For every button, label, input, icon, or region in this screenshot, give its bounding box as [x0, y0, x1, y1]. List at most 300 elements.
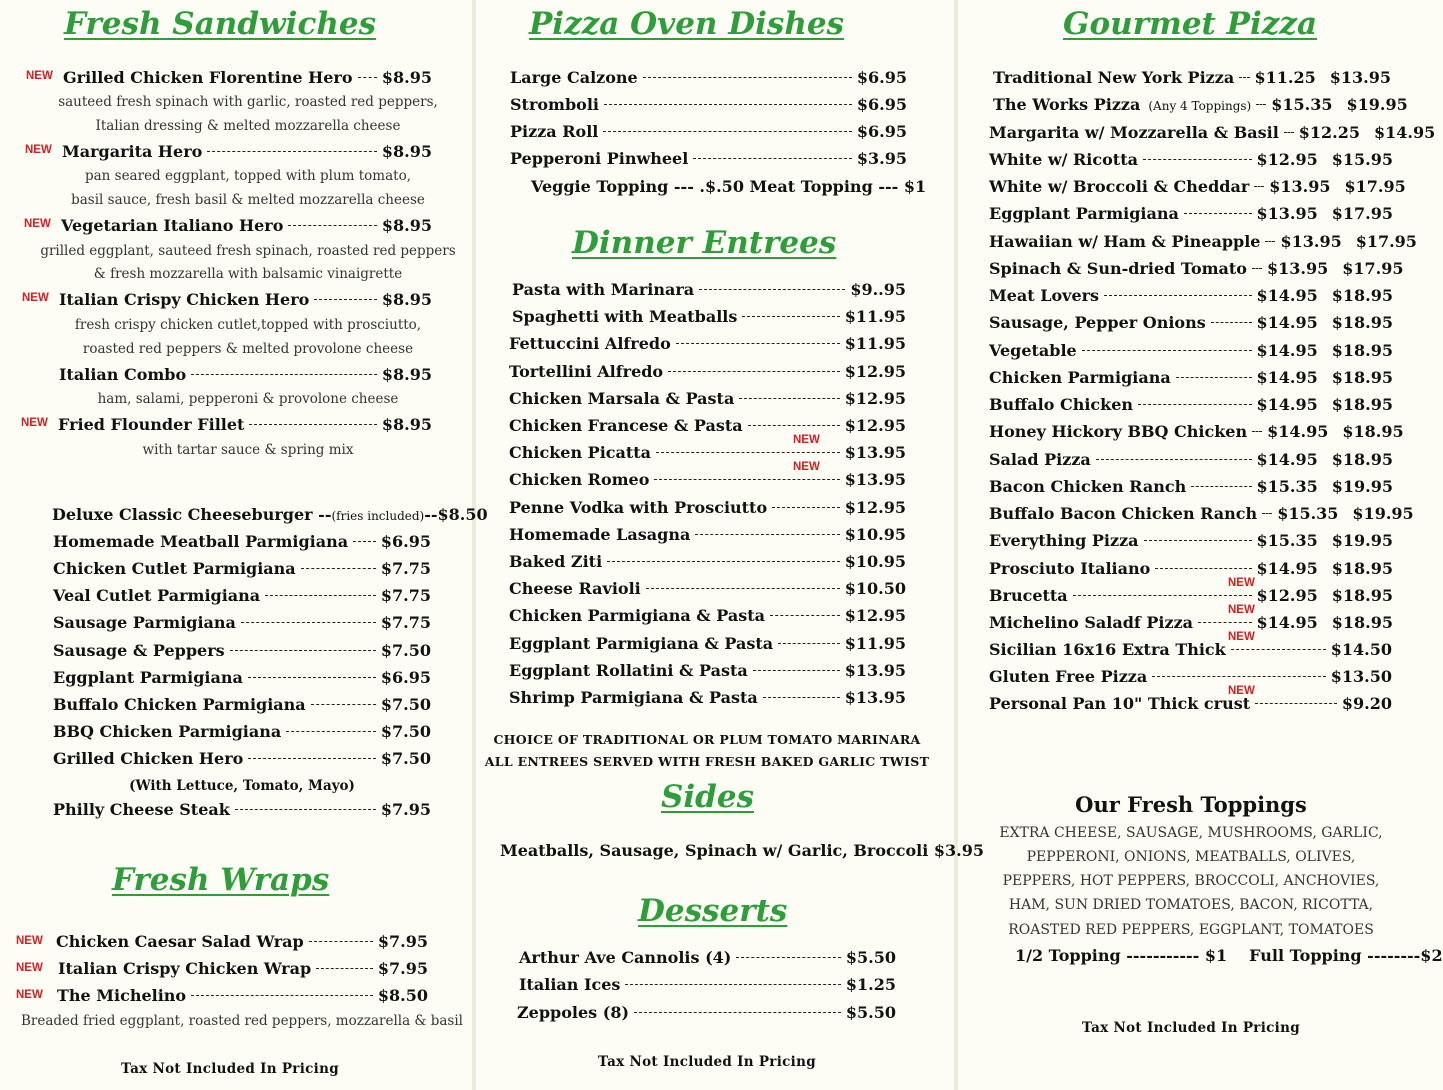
classic-item — [53, 586, 431, 608]
entree-item — [509, 661, 906, 683]
gourmet-item — [989, 586, 1393, 608]
item-price: $6.95 — [856, 95, 907, 114]
oven-item — [510, 95, 907, 117]
item-price: $11.95 — [844, 634, 906, 653]
item-price-large: $18.95 — [1331, 341, 1393, 360]
gourmet-item — [989, 123, 1436, 145]
item-name: Sausage & Peppers — [53, 641, 225, 660]
entree-item — [509, 606, 906, 628]
item-price: $15.35 — [1271, 95, 1333, 114]
item-name: Fried Flounder Fillet — [58, 415, 245, 434]
item-price: $10.95 — [844, 525, 906, 544]
dotted-leader — [695, 534, 839, 535]
item-name: White w/ Ricotta — [989, 150, 1138, 169]
gourmet-item — [989, 504, 1414, 526]
item-price: $7.50 — [380, 641, 431, 660]
item-price: $13.95 — [844, 688, 906, 707]
item-name: Spaghetti with Meatballs — [512, 307, 738, 326]
tax-note: Tax Not Included In Pricing — [121, 1061, 339, 1077]
dotted-leader — [1254, 186, 1264, 187]
item-price-large: $18.95 — [1331, 286, 1393, 305]
item-description: sauteed fresh spinach with garlic, roasted red peppers, — [58, 94, 438, 110]
item-price: $7.50 — [380, 749, 431, 768]
dotted-leader — [1191, 486, 1251, 487]
dotted-leader — [311, 704, 376, 705]
item-name: Brucetta — [989, 586, 1068, 605]
topping-line: HAM, SUN DRIED TOMATOES, BACON, RICOTTA, — [1008, 897, 1374, 913]
dotted-leader — [778, 643, 840, 644]
dotted-leader — [643, 77, 852, 78]
dotted-leader — [1138, 404, 1251, 405]
dotted-leader — [314, 299, 377, 300]
entree-item — [509, 579, 906, 601]
sandwich-item — [61, 216, 432, 238]
gourmet-item — [989, 232, 1417, 254]
item-price: $13.50 — [1330, 667, 1392, 686]
dotted-leader — [1144, 540, 1252, 541]
entree-item — [509, 389, 906, 411]
item-price: $14.95 — [1256, 395, 1318, 414]
item-price: $8.95 — [381, 142, 432, 161]
oven-item — [510, 68, 907, 90]
item-name: Pasta with Marinara — [512, 280, 695, 299]
item-price-large: $17.95 — [1331, 204, 1393, 223]
dotted-leader — [1284, 132, 1294, 133]
item-name: Italian Combo — [59, 365, 187, 384]
classic-item — [53, 532, 431, 554]
item-name: Eggplant Parmigiana & Pasta — [509, 634, 774, 653]
item-name: Bacon Chicken Ranch — [989, 477, 1187, 496]
item-name: Vegetable — [989, 341, 1077, 360]
gourmet-item — [989, 204, 1393, 226]
new-badge: NEW — [25, 144, 52, 156]
topping-line: PEPPERS, HOT PEPPERS, BROCCOLI, ANCHOVIES, — [1002, 873, 1380, 889]
item-name: Buffalo Bacon Chicken Ranch — [989, 504, 1258, 523]
new-badge: NEW — [24, 218, 51, 230]
item-description: pan seared eggplant, topped with plum tomato, — [84, 168, 412, 184]
item-name: Chicken Picatta — [509, 443, 652, 462]
item-name: BBQ Chicken Parmigiana — [53, 722, 282, 741]
dotted-leader — [207, 151, 377, 152]
sandwich-item — [59, 365, 432, 387]
dotted-leader — [1211, 322, 1252, 323]
item-price: --$8.50 — [424, 505, 488, 524]
toppings-title: Our Fresh Toppings — [1075, 792, 1307, 817]
item-name: Philly Cheese Steak — [53, 800, 230, 819]
item-price: $14.95 — [1256, 368, 1318, 387]
gourmet-item — [989, 368, 1393, 390]
dotted-leader — [1143, 159, 1252, 160]
oven-item — [510, 149, 907, 171]
dotted-leader — [358, 77, 377, 78]
item-price: $15.35 — [1256, 531, 1318, 550]
item-description: fresh crispy chicken cutlet,topped with prosciutto, — [74, 317, 422, 333]
classic-item — [53, 613, 431, 635]
dotted-leader — [316, 968, 373, 969]
item-price: $12.25 — [1298, 123, 1361, 142]
item-price: $7.75 — [380, 559, 431, 578]
section-title-sides: Sides — [661, 779, 755, 815]
item-name: Margarita Hero — [62, 142, 203, 161]
item-name: Honey Hickory BBQ Chicken — [989, 422, 1248, 441]
dotted-leader — [656, 452, 840, 453]
dotted-leader — [603, 131, 852, 132]
item-price: $8.50 — [377, 986, 428, 1005]
item-price: $11.25 — [1254, 68, 1316, 87]
item-name: Veal Cutlet Parmigiana — [53, 586, 261, 605]
classic-item — [53, 749, 431, 771]
item-name: Sausage Parmigiana — [53, 613, 236, 632]
gourmet-item — [989, 286, 1393, 308]
dotted-leader — [742, 316, 839, 317]
oven-item — [510, 122, 907, 144]
item-description: basil sauce, fresh basil & melted mozzarella cheese — [71, 192, 425, 208]
item-price: $8.95 — [381, 216, 432, 235]
dotted-leader — [693, 158, 852, 159]
item-name: Zeppoles (8) — [517, 1003, 630, 1022]
item-price-large: $17.95 — [1355, 232, 1417, 251]
entree-item — [509, 416, 906, 438]
classic-item — [53, 800, 431, 822]
panel-sandwiches-wraps — [0, 0, 488, 1090]
item-price-large: $14.95 — [1374, 123, 1436, 142]
item-price: $13.95 — [1256, 204, 1318, 223]
entree-note-1: CHOICE OF TRADITIONAL OR PLUM TOMATO MARINARA — [493, 732, 921, 747]
item-name: Italian Ices — [519, 975, 621, 994]
item-price: $6.95 — [856, 122, 907, 141]
dotted-leader — [1231, 649, 1326, 650]
sides-text: Meatballs, Sausage, Spinach w/ Garlic, Broccoli $3.95 — [500, 841, 985, 860]
item-price: $14.95 — [1256, 341, 1318, 360]
item-price: $8.95 — [381, 68, 432, 87]
item-name: Cheese Ravioli — [509, 579, 641, 598]
item-name: Homemade Lasagna — [509, 525, 691, 544]
dotted-leader — [235, 809, 376, 810]
item-price: $7.95 — [380, 800, 431, 819]
gourmet-item — [989, 177, 1406, 199]
item-price-large: $18.95 — [1342, 422, 1404, 441]
item-name: Eggplant Parmigiana — [989, 204, 1179, 223]
classic-item — [53, 722, 431, 744]
entree-item — [509, 362, 906, 384]
dotted-leader — [763, 697, 840, 698]
item-price: $6.95 — [380, 668, 431, 687]
item-name: Chicken Marsala & Pasta — [509, 389, 735, 408]
panel-gourmet-pizza — [958, 0, 1443, 1090]
item-description: grilled eggplant, sauteed fresh spinach, roasted red peppers — [40, 243, 456, 259]
item-name: Tortellini Alfredo — [509, 362, 664, 381]
topping-line: PEPPERONI, ONIONS, MEATBALLS, OLIVES, — [1026, 849, 1356, 865]
entree-item — [509, 634, 906, 656]
item-price: $14.95 — [1267, 422, 1329, 441]
item-price: $8.95 — [381, 365, 432, 384]
item-name: The Michelino — [57, 986, 187, 1005]
classic-item — [53, 695, 431, 717]
sandwich-item — [58, 415, 432, 437]
dotted-leader — [604, 104, 852, 105]
wrap-item — [58, 959, 428, 981]
dotted-leader — [191, 995, 373, 996]
new-badge: NEW — [1228, 631, 1255, 643]
entree-item — [509, 443, 906, 465]
dotted-leader — [248, 677, 376, 678]
item-name: Pepperoni Pinwheel — [510, 149, 689, 168]
dotted-leader — [668, 371, 840, 372]
item-price: $5.50 — [845, 1003, 896, 1022]
gourmet-item — [989, 531, 1393, 553]
item-name: Grilled Chicken Florentine Hero — [63, 68, 353, 87]
entree-item — [509, 552, 906, 574]
item-price: $7.95 — [377, 932, 428, 951]
new-badge: NEW — [1228, 685, 1255, 697]
new-badge: NEW — [793, 434, 820, 446]
item-name: Eggplant Rollatini & Pasta — [509, 661, 748, 680]
item-price-large: $17.95 — [1344, 177, 1406, 196]
item-name: Chicken Parmigiana — [989, 368, 1171, 387]
item-price: $7.95 — [377, 959, 428, 978]
item-price-large: $19.95 — [1331, 531, 1393, 550]
wrap-description: Breaded fried eggplant, roasted red peppers, mozzarella & basil — [21, 1013, 463, 1029]
gourmet-item — [989, 341, 1393, 363]
new-badge: NEW — [1228, 577, 1255, 589]
item-name: Gluten Free Pizza — [989, 667, 1148, 686]
dotted-leader — [770, 615, 840, 616]
dotted-leader — [1096, 459, 1252, 460]
item-name: Chicken Parmigiana & Pasta — [509, 606, 766, 625]
dotted-leader — [748, 425, 840, 426]
item-name: Grilled Chicken Hero — [53, 749, 244, 768]
tax-note: Tax Not Included In Pricing — [598, 1054, 816, 1070]
dotted-leader — [309, 941, 373, 942]
item-note: (fries included) — [331, 509, 425, 523]
item-price-large: $19.95 — [1331, 477, 1393, 496]
dotted-leader — [1265, 241, 1275, 242]
topping-prices — [1015, 946, 1443, 968]
gourmet-single-item — [989, 667, 1392, 689]
item-name: Pizza Roll — [510, 122, 599, 141]
item-price: $10.50 — [844, 579, 906, 598]
dotted-leader — [1184, 213, 1252, 214]
item-name: Italian Crispy Chicken Wrap — [58, 959, 312, 978]
dotted-leader — [739, 398, 839, 399]
item-price: $3.95 — [856, 149, 907, 168]
tax-note: Tax Not Included In Pricing — [1082, 1020, 1300, 1036]
item-name: Chicken Romeo — [509, 470, 650, 489]
item-price-large: $18.95 — [1331, 368, 1393, 387]
item-name: Stromboli — [510, 95, 599, 114]
item-price: $14.95 — [1256, 450, 1318, 469]
dotted-leader — [676, 343, 840, 344]
item-name: Michelino Saladf Pizza — [989, 613, 1194, 632]
dotted-leader — [191, 374, 377, 375]
dotted-leader — [265, 595, 376, 596]
item-price: $9..95 — [850, 280, 906, 299]
item-name: Salad Pizza — [989, 450, 1091, 469]
dotted-leader — [753, 670, 840, 671]
gourmet-item — [989, 559, 1393, 581]
item-name: Baked Ziti — [509, 552, 603, 571]
dotted-leader — [1152, 676, 1326, 677]
new-badge: NEW — [26, 70, 53, 82]
item-price: $7.50 — [380, 695, 431, 714]
entree-item — [509, 498, 906, 520]
item-price: $7.50 — [380, 722, 431, 741]
item-price: $12.95 — [844, 498, 906, 517]
gourmet-single-item — [989, 640, 1392, 662]
item-price: $12.95 — [844, 606, 906, 625]
item-price-large: $15.95 — [1331, 150, 1393, 169]
item-price: $13.95 — [844, 470, 906, 489]
item-name: Sicilian 16x16 Extra Thick — [989, 640, 1226, 659]
item-name: Penne Vodka with Prosciutto — [509, 498, 768, 517]
item-price: $6.95 — [856, 68, 907, 87]
gourmet-item — [989, 259, 1404, 281]
dotted-leader — [286, 731, 376, 732]
new-badge: NEW — [16, 962, 43, 974]
item-price-large: $18.95 — [1331, 586, 1393, 605]
item-price: $5.50 — [845, 948, 896, 967]
sides-line — [500, 841, 984, 863]
item-price: $12.95 — [844, 362, 906, 381]
section-title-entrees: Dinner Entrees — [572, 225, 837, 261]
item-price: $15.35 — [1256, 477, 1318, 496]
item-price: $13.95 — [1280, 232, 1342, 251]
sandwich-item — [59, 290, 432, 312]
item-price: $9.20 — [1341, 694, 1392, 713]
item-price: $11.95 — [844, 307, 906, 326]
dotted-leader — [230, 650, 376, 651]
entree-note-2: ALL ENTREES SERVED WITH FRESH BAKED GARLIC TWIST — [484, 754, 930, 769]
dessert-item — [517, 1003, 896, 1025]
dotted-leader — [353, 541, 376, 542]
item-price: $14.95 — [1256, 313, 1318, 332]
dotted-leader — [736, 957, 841, 958]
item-price: $15.35 — [1277, 504, 1339, 523]
dotted-leader — [1176, 377, 1252, 378]
full-topping: Full Topping --------$2 — [1249, 946, 1443, 965]
grilled-hero-note: (With Lettuce, Tomato, Mayo) — [129, 778, 355, 794]
item-name: Italian Crispy Chicken Hero — [59, 290, 310, 309]
wrap-item — [57, 986, 428, 1008]
dotted-leader — [1082, 350, 1252, 351]
item-name: Everything Pizza — [989, 531, 1139, 550]
classic-item — [53, 559, 431, 581]
gourmet-item — [989, 150, 1393, 172]
item-price: $7.75 — [380, 613, 431, 632]
item-description: & fresh mozzarella with balsamic vinaigrette — [93, 266, 403, 282]
item-name: Hawaiian w/ Ham & Pineapple — [989, 232, 1261, 251]
item-name: Vegetarian Italiano Hero — [61, 216, 284, 235]
item-price-large: $19.95 — [1346, 95, 1408, 114]
item-price-large: $18.95 — [1331, 613, 1393, 632]
dotted-leader — [248, 758, 376, 759]
dotted-leader — [607, 561, 840, 562]
item-price-large: $19.95 — [1352, 504, 1414, 523]
item-price: $12.95 — [1256, 586, 1318, 605]
item-price: $12.95 — [844, 389, 906, 408]
dotted-leader — [1262, 513, 1272, 514]
dotted-leader — [249, 424, 376, 425]
item-name: Shrimp Parmigiana & Pasta — [509, 688, 758, 707]
item-price: $13.95 — [844, 443, 906, 462]
item-price: $11.95 — [844, 334, 906, 353]
oven-toppings — [531, 177, 926, 199]
dotted-leader — [1256, 104, 1266, 105]
item-name: Chicken Caesar Salad Wrap — [56, 932, 304, 951]
item-price: $14.50 — [1330, 640, 1392, 659]
panel-oven-entrees — [476, 0, 985, 1090]
classic-item — [53, 668, 431, 690]
item-name: The Works Pizza — [993, 95, 1141, 114]
item-description: ham, salami, pepperoni & provolone cheese — [97, 391, 399, 407]
section-title-desserts: Desserts — [638, 893, 788, 929]
item-name: Sausage, Pepper Onions — [989, 313, 1206, 332]
new-badge: NEW — [793, 461, 820, 473]
new-badge: NEW — [16, 989, 43, 1001]
dotted-leader — [301, 568, 376, 569]
gourmet-item — [993, 68, 1391, 90]
item-name: Margarita w/ Mozzarella & Basil — [989, 123, 1279, 142]
item-price: $8.95 — [381, 290, 432, 309]
item-name: Meat Lovers — [989, 286, 1100, 305]
new-badge: NEW — [16, 935, 43, 947]
item-price: $13.95 — [1266, 259, 1329, 278]
item-price: $12.95 — [1256, 150, 1318, 169]
entree-item — [509, 525, 906, 547]
dessert-item — [519, 975, 896, 997]
wrap-item — [56, 932, 428, 954]
item-price-large: $18.95 — [1331, 313, 1393, 332]
topping-line: ROASTED RED PEPPERS, EGGPLANT, TOMATOES — [1008, 922, 1374, 938]
item-price: $7.75 — [380, 586, 431, 605]
item-name: Prosciuto Italiano — [989, 559, 1151, 578]
entree-item — [512, 307, 906, 329]
item-price: $12.95 — [844, 416, 906, 435]
item-name: Homemade Meatball Parmigiana — [53, 532, 349, 551]
item-name: Deluxe Classic Cheeseburger -- — [52, 505, 332, 524]
gourmet-item — [989, 450, 1393, 472]
dotted-leader — [646, 588, 840, 589]
item-name: Eggplant Parmigiana — [53, 668, 243, 687]
dotted-leader — [1155, 568, 1251, 569]
item-price-large: $17.95 — [1342, 259, 1404, 278]
dotted-leader — [654, 479, 839, 480]
item-price: $14.95 — [1256, 613, 1318, 632]
item-description: roasted red peppers & melted provolone cheese — [82, 341, 414, 357]
dotted-leader — [1252, 268, 1262, 269]
item-name: Buffalo Chicken — [989, 395, 1134, 414]
entree-item — [509, 334, 906, 356]
section-title-wraps: Fresh Wraps — [112, 862, 330, 898]
item-name: Arthur Ave Cannolis (4) — [519, 948, 732, 967]
gourmet-item — [989, 477, 1393, 499]
gourmet-item — [989, 395, 1393, 417]
gourmet-item — [989, 422, 1404, 444]
item-price-large: $18.95 — [1331, 559, 1393, 578]
dotted-leader — [625, 984, 841, 985]
dotted-leader — [288, 225, 377, 226]
entree-item — [512, 280, 906, 302]
section-title-pizza-oven: Pizza Oven Dishes — [529, 6, 845, 42]
item-price-large: $18.95 — [1331, 450, 1393, 469]
topping-line: EXTRA CHEESE, SAUSAGE, MUSHROOMS, GARLIC, — [999, 825, 1383, 841]
item-name: Personal Pan 10" Thick crust — [989, 694, 1251, 713]
item-price-large: $18.95 — [1331, 395, 1393, 414]
classic-item — [52, 505, 488, 527]
dotted-leader — [699, 289, 845, 290]
item-name: Traditional New York Pizza — [993, 68, 1235, 87]
dotted-leader — [241, 622, 376, 623]
